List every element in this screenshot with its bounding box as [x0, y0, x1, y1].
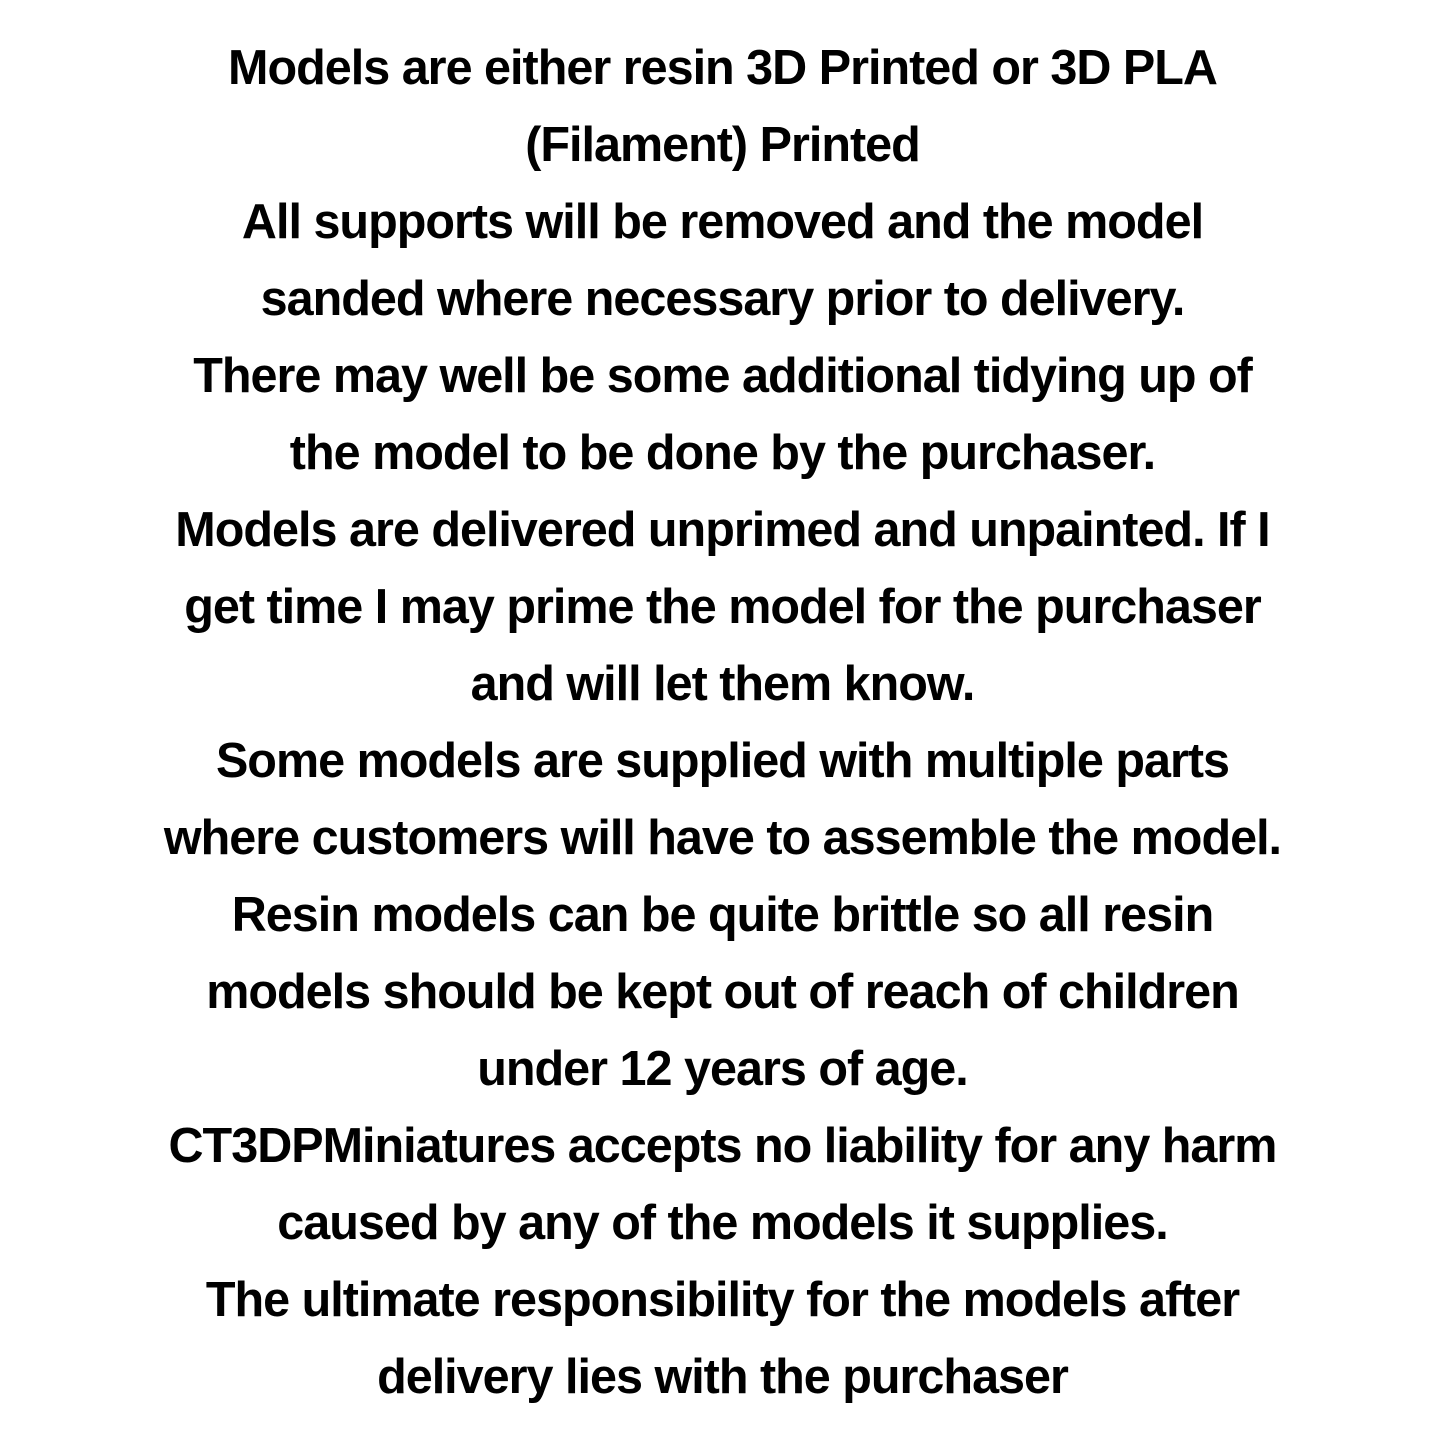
text-line: The ultimate responsibility for the models after [205, 1272, 1240, 1327]
text-line: under 12 years of age. [477, 1041, 968, 1096]
text-line: the model to be done by the purchaser. [289, 425, 1156, 480]
text-line: (Filament) Printed [525, 117, 920, 172]
text-line: models should be kept out of reach of children [206, 964, 1239, 1019]
text-line: There may well be some additional tidying up of [193, 348, 1252, 403]
text-line: Some models are supplied with multiple parts [215, 733, 1230, 788]
text-line: delivery lies with the purchaser [377, 1349, 1068, 1404]
text-line: Models are delivered unprimed and unpainted. If I [175, 502, 1270, 557]
text-line: where customers will have to assemble the model. [163, 810, 1282, 865]
text-line: Resin models can be quite brittle so all resin [231, 887, 1214, 942]
text-line: and will let them know. [470, 656, 975, 711]
text-line: All supports will be removed and the model [241, 194, 1204, 249]
text-line: CT3DPMiniatures accepts no liability for any harm [168, 1118, 1277, 1173]
text-line: Models are either resin 3D Printed or 3D PLA [228, 40, 1217, 95]
text-line: get time I may prime the model for the purchaser [184, 579, 1261, 634]
disclaimer-text [7, 30, 1438, 1416]
text-line: sanded where necessary prior to delivery. [260, 271, 1185, 326]
text-line: caused by any of the models it supplies. [277, 1195, 1168, 1250]
